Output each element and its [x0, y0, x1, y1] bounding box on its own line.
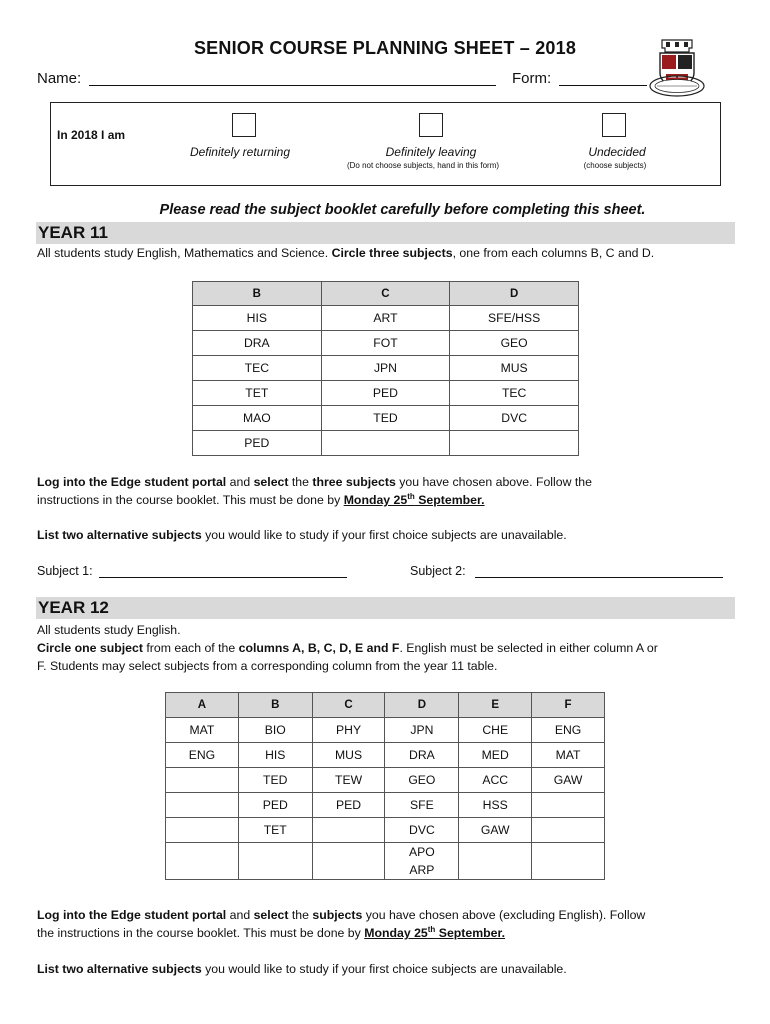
- year12-cell[interactable]: MED: [459, 743, 532, 768]
- year12-row: [166, 843, 605, 880]
- undecided-label: Undecided: [588, 145, 646, 159]
- status-lead: In 2018 I am: [57, 128, 126, 142]
- year12-row: [166, 743, 605, 768]
- year12-cell[interactable]: PED: [238, 793, 312, 818]
- year12-cell[interactable]: GAW: [532, 768, 605, 793]
- year12-cell[interactable]: [166, 793, 239, 818]
- leaving-label: Definitely leaving: [385, 145, 477, 159]
- undecided-checkbox[interactable]: [602, 113, 626, 137]
- year11-cell[interactable]: PED: [321, 381, 450, 406]
- year12-col-header: D: [385, 693, 459, 718]
- year11-row: [193, 331, 579, 356]
- year12-cell[interactable]: MAT: [532, 743, 605, 768]
- year12-table: [165, 692, 605, 880]
- year12-cell[interactable]: PHY: [312, 718, 385, 743]
- year11-col-header: D: [450, 282, 579, 306]
- year12-login-instructions: Log into the Edge student portal and select the subjects you have chosen above (excluding English). Follow the instructions in the course booklet. This must be done by Monday 25th September.: [37, 908, 646, 940]
- year11-table: [192, 281, 579, 456]
- year12-cell[interactable]: TED: [238, 768, 312, 793]
- subject1-row: [37, 564, 93, 578]
- year12-cell[interactable]: [532, 793, 605, 818]
- year12-row: [166, 793, 605, 818]
- year11-heading-bar: [36, 222, 735, 244]
- year12-cell[interactable]: [532, 843, 605, 880]
- year11-cell[interactable]: JPN: [321, 356, 450, 381]
- year12-cell[interactable]: MAT: [166, 718, 239, 743]
- year12-cell[interactable]: HSS: [459, 793, 532, 818]
- year12-intro: All students study English. Circle one subject from each of the columns A, B, C, D, E and F. English must be selected in either column A or F. Students may select subjects from a corresponding column from the year 11 table.: [37, 623, 658, 673]
- subject2-field[interactable]: [475, 562, 723, 578]
- year11-row: [193, 431, 579, 456]
- year12-cell[interactable]: [459, 843, 532, 880]
- subject1-label: Subject 1:: [37, 564, 93, 578]
- year11-cell[interactable]: MAO: [193, 406, 322, 431]
- year12-cell[interactable]: JPN: [385, 718, 459, 743]
- year11-cell[interactable]: TEC: [193, 356, 322, 381]
- year11-row: [193, 356, 579, 381]
- year12-cell[interactable]: ACC: [459, 768, 532, 793]
- year11-cell[interactable]: [321, 431, 450, 456]
- name-field[interactable]: [89, 70, 496, 86]
- school-crest-icon: [648, 36, 706, 98]
- year12-cell[interactable]: [312, 843, 385, 880]
- year12-cell[interactable]: GEO: [385, 768, 459, 793]
- year11-cell[interactable]: DVC: [450, 406, 579, 431]
- year11-cell[interactable]: TET: [193, 381, 322, 406]
- status-box: [50, 102, 721, 186]
- year12-cell[interactable]: [238, 843, 312, 880]
- undecided-note: (choose subjects): [583, 161, 647, 170]
- year11-login-instructions: Log into the Edge student portal and select the three subjects you have chosen above. Follow the instructions in the course booklet. This must be done by Monday 25th September.: [37, 475, 592, 507]
- year11-cell[interactable]: DRA: [193, 331, 322, 356]
- year12-cell[interactable]: [166, 843, 239, 880]
- year12-cell[interactable]: APO ARP: [385, 843, 459, 880]
- page-title: SENIOR COURSE PLANNING SHEET – 2018: [193, 38, 577, 58]
- year12-cell[interactable]: HIS: [238, 743, 312, 768]
- subject2-row: [410, 564, 466, 578]
- leaving-checkbox[interactable]: [419, 113, 443, 137]
- year11-col-header: C: [321, 282, 450, 306]
- year12-col-header: E: [459, 693, 532, 718]
- year12-cell[interactable]: DRA: [385, 743, 459, 768]
- year11-cell[interactable]: TEC: [450, 381, 579, 406]
- year11-cell[interactable]: FOT: [321, 331, 450, 356]
- year12-heading: YEAR 12: [38, 598, 109, 617]
- year11-cell[interactable]: TED: [321, 406, 450, 431]
- year12-cell[interactable]: PED: [312, 793, 385, 818]
- returning-checkbox[interactable]: [232, 113, 256, 137]
- year12-cell[interactable]: ENG: [166, 743, 239, 768]
- subject1-field[interactable]: [99, 562, 347, 578]
- year12-cell[interactable]: [166, 818, 239, 843]
- year12-row: [166, 818, 605, 843]
- year12-cell[interactable]: GAW: [459, 818, 532, 843]
- leaving-note: (Do not choose subjects, hand in this form): [346, 161, 500, 170]
- year11-cell[interactable]: HIS: [193, 306, 322, 331]
- year12-alternatives: List two alternative subjects you would like to study if your first choice subjects are unavailable.: [37, 962, 567, 976]
- year12-heading-bar: [36, 597, 735, 619]
- year11-cell[interactable]: GEO: [450, 331, 579, 356]
- year11-cell[interactable]: SFE/HSS: [450, 306, 579, 331]
- year12-cell[interactable]: CHE: [459, 718, 532, 743]
- name-label: Name:: [37, 70, 82, 87]
- year11-row: [193, 406, 579, 431]
- year12-cell[interactable]: MUS: [312, 743, 385, 768]
- year12-cell[interactable]: TET: [238, 818, 312, 843]
- form-label: Form:: [512, 70, 552, 87]
- year12-cell[interactable]: ENG: [532, 718, 605, 743]
- year11-col-header: B: [193, 282, 322, 306]
- year11-alternatives: List two alternative subjects you would like to study if your first choice subjects are unavailable.: [37, 528, 567, 542]
- year12-col-header: F: [532, 693, 605, 718]
- year11-heading: YEAR 11: [38, 223, 108, 242]
- subject2-label: Subject 2:: [410, 564, 466, 578]
- returning-label: Definitely returning: [189, 145, 291, 159]
- year11-row: [193, 381, 579, 406]
- year12-cell[interactable]: TEW: [312, 768, 385, 793]
- read-booklet-note: Please read the subject booklet carefully before completing this sheet.: [159, 202, 646, 218]
- year12-row: [166, 768, 605, 793]
- year12-cell[interactable]: [166, 768, 239, 793]
- form-field[interactable]: [559, 70, 647, 86]
- year12-cell[interactable]: [312, 818, 385, 843]
- year11-row: [193, 306, 579, 331]
- year12-cell[interactable]: [532, 818, 605, 843]
- year11-cell[interactable]: ART: [321, 306, 450, 331]
- year11-cell[interactable]: PED: [193, 431, 322, 456]
- year12-cell[interactable]: BIO: [238, 718, 312, 743]
- year11-cell[interactable]: MUS: [450, 356, 579, 381]
- year11-intro: All students study English, Mathematics and Science. Circle three subjects, one from each columns B, C and D.: [37, 246, 655, 260]
- year12-row: [166, 718, 605, 743]
- year12-col-header: A: [166, 693, 239, 718]
- year12-col-header: C: [312, 693, 385, 718]
- year11-cell[interactable]: [450, 431, 579, 456]
- year12-cell[interactable]: SFE: [385, 793, 459, 818]
- year12-col-header: B: [238, 693, 312, 718]
- year12-cell[interactable]: DVC: [385, 818, 459, 843]
